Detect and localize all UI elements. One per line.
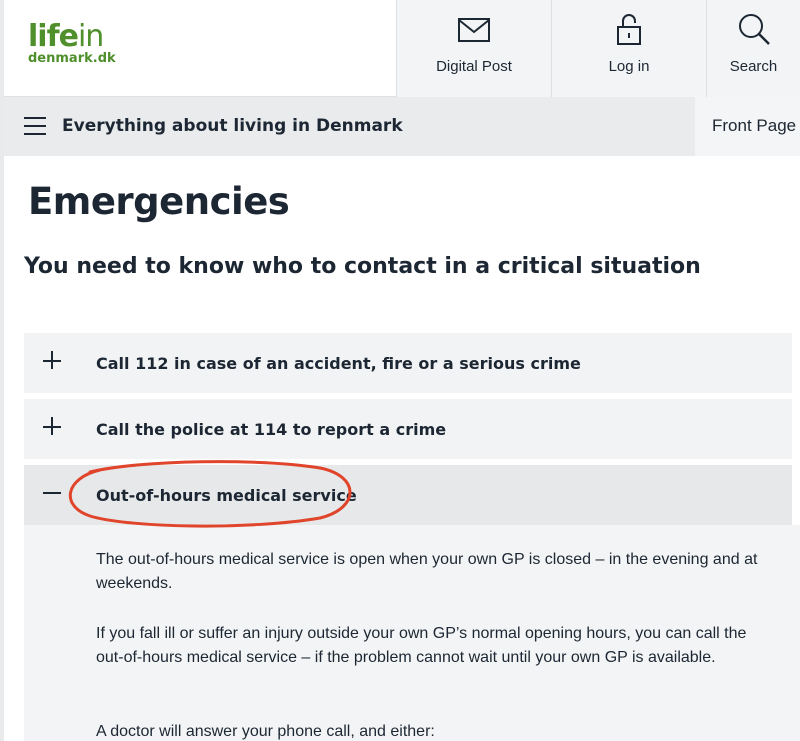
digital-post-label: Digital Post <box>436 58 512 75</box>
search-icon <box>737 12 771 46</box>
log-in-label: Log in <box>608 58 650 75</box>
accordion-item-police-114[interactable] <box>24 399 792 459</box>
accordion-label: Out-of-hours medical service <box>96 486 357 505</box>
accordion-item-out-of-hours[interactable] <box>24 465 792 525</box>
panel-paragraph: If you fall ill or suffer an injury outside your own GP’s normal opening hours, you can call the out-of-hours medical service – if the problem cannot wait until your own GP is available. <box>96 625 747 666</box>
logo-in-text: in <box>77 19 104 54</box>
plus-icon <box>43 351 61 369</box>
minus-icon <box>43 483 61 501</box>
log-in-button[interactable] <box>551 0 706 97</box>
page-title: Emergencies <box>28 180 290 223</box>
section-menu-title[interactable]: Everything about living in Denmark <box>62 116 403 136</box>
accordion-panel-out-of-hours <box>24 525 800 741</box>
lifeindenmark-logo[interactable] <box>28 19 116 66</box>
accordion-label: Call the police at 114 to report a crime <box>96 420 447 439</box>
search-label: Search <box>729 58 778 75</box>
section-nav-bar <box>4 97 800 156</box>
hamburger-menu-icon[interactable] <box>24 117 46 135</box>
panel-paragraph: The out-of-hours medical service is open when your own GP is closed – in the evening and at weekends. <box>96 551 758 592</box>
logo-domain-text: denmark.dk <box>28 51 116 66</box>
accordion-item-112[interactable] <box>24 333 792 393</box>
front-page-link[interactable] <box>695 97 800 156</box>
front-page-label: Front Page <box>712 116 797 135</box>
digital-post-button[interactable] <box>396 0 551 97</box>
page-subtitle: You need to know who to contact in a critical situation <box>24 254 701 279</box>
plus-icon <box>43 417 61 435</box>
search-button[interactable] <box>706 0 800 97</box>
accordion-label: Call 112 in case of an accident, fire or a serious crime <box>96 354 581 373</box>
site-header <box>4 0 800 97</box>
panel-paragraph: A doctor will answer your phone call, and either: <box>96 723 435 740</box>
logo-life-text: life <box>28 19 78 54</box>
envelope-icon <box>457 16 491 44</box>
unlock-icon <box>615 12 643 46</box>
